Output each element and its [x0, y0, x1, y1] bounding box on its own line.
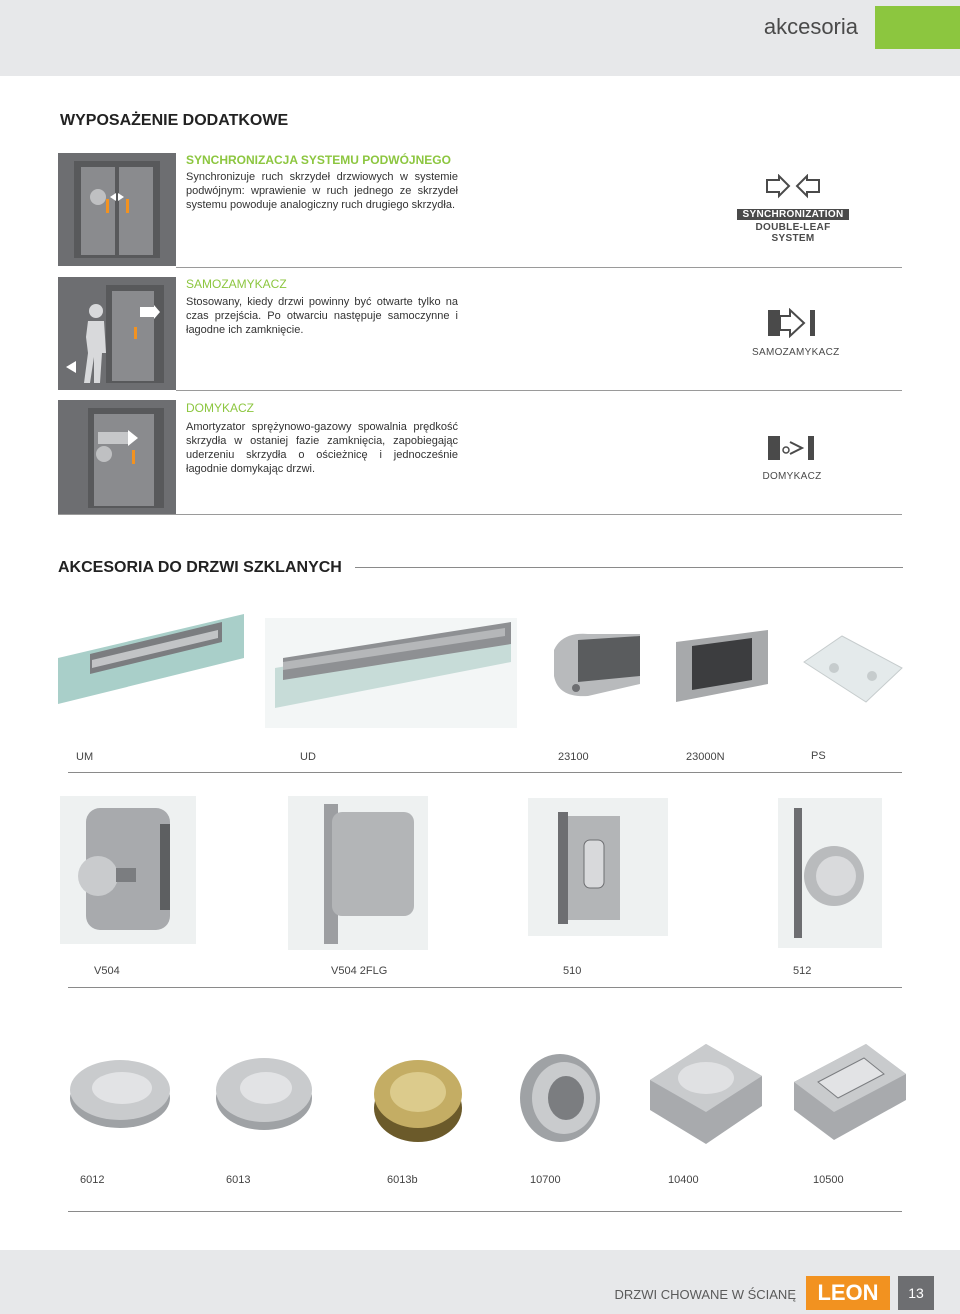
double-arrow-icon [737, 174, 849, 200]
soft-close-icon [752, 434, 832, 462]
self-closing-icon [752, 308, 832, 338]
product-label: 10500 [813, 1174, 844, 1186]
badge-sync-label: SYNCHRONIZATION [737, 209, 849, 220]
divider [58, 514, 902, 515]
product-image-6012 [66, 1052, 174, 1135]
product-label: 6012 [80, 1174, 105, 1186]
product-image-ps [802, 632, 906, 709]
product-image-512 [778, 798, 882, 953]
badge-damper-label: DOMYKACZ [762, 471, 822, 482]
product-label: UD [300, 751, 316, 763]
product-label: 10700 [530, 1174, 561, 1186]
product-image-10500 [790, 1040, 910, 1149]
main-heading: WYPOSAŻENIE DODATKOWE [60, 112, 289, 129]
feature-title-closer: SAMOZAMYKACZ [186, 277, 287, 291]
row-divider [68, 1211, 902, 1212]
product-label: 23000N [686, 751, 725, 763]
product-label: V504 [94, 965, 120, 977]
badge-closer-label: SAMOZAMYKACZ [752, 347, 840, 358]
product-image-10400 [646, 1040, 766, 1153]
product-label: UM [76, 751, 94, 763]
leon-logo [806, 1276, 890, 1310]
feature-title-sync: SYNCHRONIZACJA SYSTEMU PODWÓJNEGO [186, 153, 451, 167]
closer-illustration [58, 277, 176, 390]
feature-title-damper: DOMYKACZ [186, 401, 255, 415]
heading-rule [355, 567, 903, 568]
footer-title: DRZWI CHOWANE W ŚCIANĘ [614, 1287, 796, 1302]
badge-sync-sub: DOUBLE-LEAF SYSTEM [755, 222, 831, 244]
product-label: PS [811, 750, 826, 762]
row-divider [68, 987, 902, 988]
product-label: 23100 [558, 751, 589, 763]
feature-desc-sync: Synchronizuje ruch skrzydeł drzwiowych w systemie podwójnym: wprawienie w ruch jednego ze skrzydeł systemu powoduje analogiczny ruch drugiego skrzydła. [186, 171, 458, 211]
damper-illustration [58, 400, 176, 514]
glass-heading: AKCESORIA DO DRZWI SZKLANYCH [58, 559, 342, 576]
section-tab [875, 6, 960, 49]
product-label: 512 [793, 965, 812, 977]
product-image-um [58, 608, 248, 709]
product-label: 510 [563, 965, 582, 977]
sync-badge [737, 174, 849, 244]
closer-badge [752, 308, 840, 358]
product-label: 10400 [668, 1174, 699, 1186]
product-label: 6013b [387, 1174, 418, 1186]
divider [176, 390, 902, 391]
damper-badge [752, 434, 832, 482]
feature-desc-damper: Amortyzator sprężynowo-gazowy spowalnia prędkość skrzydła w ostaniej fazie zamknięcia, zapobiegając uderzeniu skrzydła o ościeżnicę i jednocześnie łagodnie domykając drzwi. [186, 421, 458, 475]
logo-text: LEON [817, 1280, 879, 1305]
product-image-6013 [212, 1050, 316, 1137]
section-title: akcesoria [763, 14, 858, 39]
product-image-ud [265, 618, 517, 733]
page-number: 13 [898, 1276, 934, 1310]
product-image-v504-2flg [288, 796, 428, 955]
product-image-510 [528, 798, 668, 941]
product-image-23000n [672, 626, 772, 711]
product-image-6013b [370, 1048, 466, 1151]
product-image-10700 [512, 1050, 608, 1151]
product-label: 6013 [226, 1174, 251, 1186]
divider [176, 267, 902, 268]
product-label: V504 2FLG [331, 965, 388, 977]
product-image-v504 [60, 796, 196, 949]
row-divider [68, 772, 902, 773]
sync-illustration [58, 153, 176, 266]
product-image-23100 [548, 630, 644, 707]
feature-desc-closer: Stosowany, kiedy drzwi powinny być otwarte tylko na czas przejścia. Po otwarciu następuje samoczynne i łagodne ich zamknięcie. [186, 296, 458, 336]
